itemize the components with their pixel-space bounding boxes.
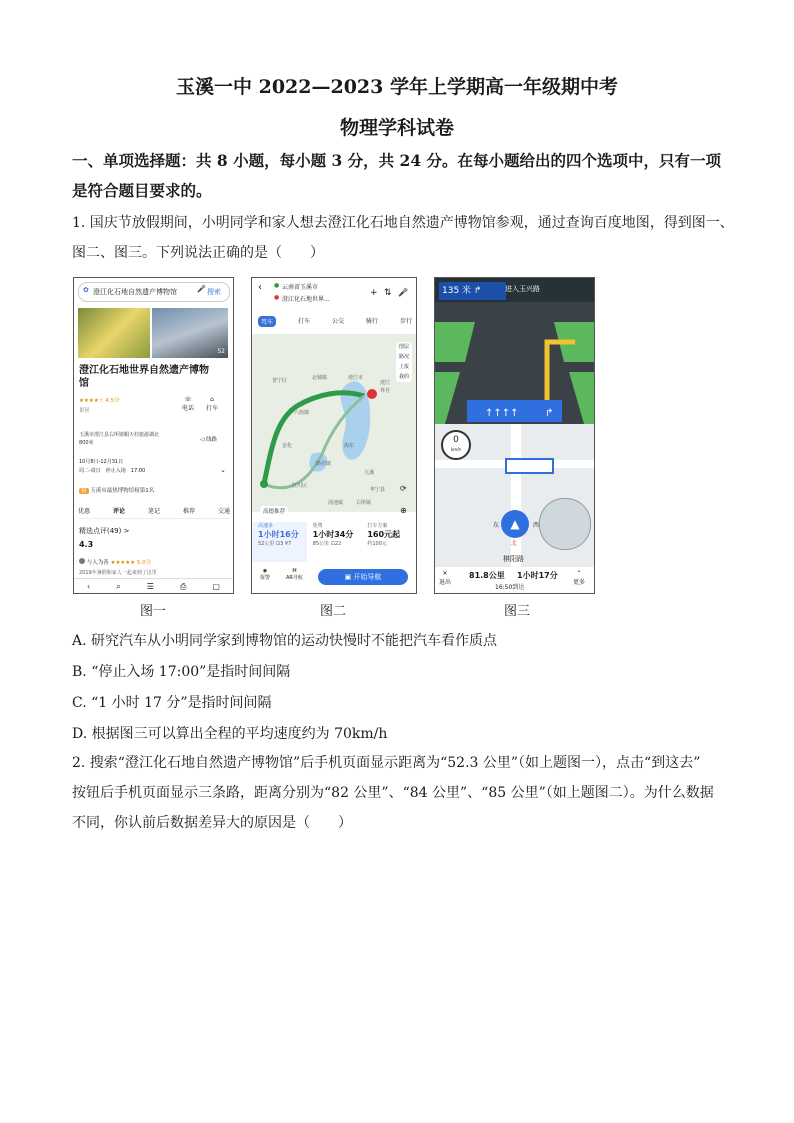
search-icon[interactable]: ⌕ [116,581,121,591]
route-label: 线路 [205,437,217,443]
street-name: 棋阳路 [503,555,524,563]
route-icon: ◁ [200,437,206,443]
add-icon[interactable]: + [370,288,378,298]
chevron-down-icon[interactable]: ⌄ [220,466,226,474]
recommend-tag: 高德推荐 [260,506,288,516]
to-location[interactable]: 澄江化石地世界... [282,296,330,303]
start-navigation-button[interactable] [318,569,408,585]
map-label: 安化 [282,443,293,449]
svg-text:↑↑↑↑: ↑↑↑↑ [485,408,519,419]
speedometer [441,430,471,460]
dir-east: 东 [493,522,500,529]
bottom-nav [74,578,233,594]
refresh-icon[interactable]: ⟳ [400,484,407,493]
mic-icon[interactable]: 🎤 [197,285,206,293]
svg-text:↱: ↱ [545,408,554,419]
map-label: 澄江 [380,380,391,386]
question-1-line1: 1. 国庆节放假期间，小明同学和家人想去澄江化石地自然遗产博物馆参观，通过查询百度地图，得到图一、 [72,215,734,231]
map-label: 北城镇 [312,375,328,381]
review-title[interactable]: 精选点评(49) > [79,527,130,535]
route-label: 高速多 [258,523,274,529]
report-button[interactable]: 上报 [398,364,409,370]
tab-taxi[interactable]: 打车 [297,318,310,325]
route-header [252,278,416,334]
exit-label: 退出 [439,579,452,586]
caption-figure-2: 图二 [320,604,347,619]
end-dot-icon: ● [274,294,280,301]
call-button[interactable] [182,396,194,412]
remaining-time: 1小时17分 [517,571,558,580]
open-dates: 10月8日-12月31日 [79,459,124,465]
rank-badge[interactable] [79,486,154,494]
route-label: 打车方案 [367,523,388,529]
alarm-button[interactable] [260,568,270,581]
start-nav-label: 开始导航 [353,573,382,581]
address: 玉溪市澄江县右所镇帽天村旅游湖北 [79,432,160,438]
search-text: 澄江化石地自然遗产博物馆 [93,288,177,296]
map-layer-controls [396,342,412,382]
share-icon[interactable]: ⎙ [179,581,187,591]
tab-discount[interactable]: 优惠 [78,508,91,515]
route-label: 免费 [312,523,323,529]
image-count: 52 [217,348,225,355]
taxi-label: 打车 [206,405,219,412]
caption-figure-1: 图一 [140,604,167,619]
museum-photo-building[interactable] [152,308,228,358]
car-position-icon: ▲ [501,510,529,538]
route-meta: 52公里 ⊡3 ¥7 [258,541,292,547]
section-heading-line1: 一、单项选择题：共 8 小题，每小题 3 分，共 24 分。在每小题给出的四个选项中，只有一项 [72,151,722,170]
ar-nav-button[interactable] [286,568,303,581]
traffic-button[interactable]: 路况 [398,354,409,360]
review-score: 4.3 [79,540,94,549]
taxi-button[interactable] [206,396,218,412]
junction-view [435,278,594,424]
route-meta: 85公里 ⊡22 [312,541,342,547]
nav-map[interactable] [435,424,594,567]
question-1-line2: 图二、图三。下列说法正确的是（ ） [72,245,324,261]
place-name [79,364,209,390]
remaining-distance: 81.8公里 [469,571,505,580]
more-button[interactable] [573,570,585,586]
mine-button[interactable]: 我的 [398,374,409,380]
map-label: 普宁区 [272,378,288,384]
tab-drive[interactable]: 驾车 [258,316,276,327]
rank-text: 玉溪市最热博物馆榜第1名 [90,488,155,494]
caption-figure-3: 图三 [504,604,531,619]
distance: 800米 [79,440,94,446]
section-heading [72,146,732,206]
alarm-icon: ◉ [262,568,268,574]
map-label: 海东 [344,443,355,449]
menu-icon[interactable]: ☰ [146,582,154,591]
arrival-time: 16:50到达 [495,584,525,591]
phone-icon: ☏ [184,396,192,403]
speed-unit: km/h [450,447,462,452]
option-c: C. “1 小时 17 分”是指时间间隔 [72,695,272,711]
question-2-line2: 按钮后手机页面显示三条路，距离分别为“82 公里”、“84 公里”、“85 公里”（如上题图二）。为什么数据 [72,785,714,801]
turn-arrow [505,458,554,474]
exam-title: 玉溪一中 2022—2023 学年上学期高一年级期中考 [176,76,618,98]
layer-button[interactable]: 图层 [398,344,409,350]
tab-bike[interactable]: 骑行 [365,318,378,325]
tab-notes[interactable]: 笔记 [147,508,160,515]
home-icon: ⌂ [210,396,214,403]
map-label: 澄江市 [348,375,364,381]
turn-right-icon: ↱ [473,286,482,296]
figure-1-phone-search [73,277,234,594]
hours-block [79,458,229,476]
tab-reviews[interactable]: 评论 [112,508,125,515]
turn-distance [439,282,506,300]
ar-icon: ⌘ [291,568,297,574]
car-icon: ▣ [344,573,354,581]
from-location[interactable]: 云南省玉溪市 [282,284,319,291]
route-button[interactable] [200,435,217,443]
mic-icon[interactable]: 🎤 [398,288,408,297]
option-b: B. “停止入场 17:00”是指时间间隔 [72,664,291,680]
question-2-line1: 2. 搜索“澄江化石地自然遗产博物馆”后手机页面显示距离为“52.3 公里”（如上题图一），点击“到这去” [72,755,701,771]
route-time: 160元起 [367,530,401,539]
next-road: 进入玉兴路 [505,285,540,293]
map-label: 界自 [380,388,391,394]
exam-subtitle: 物理学科试卷 [339,117,454,139]
rank-icon: 榜 [81,488,87,494]
route-bottom-bar [252,564,416,593]
back-icon[interactable]: ‹ [258,282,262,293]
section-heading-line2: 是符合题目要求的。 [72,181,212,200]
call-label: 电话 [182,405,195,412]
avatar [79,558,85,564]
option-a: A. 研究汽车从小明同学家到博物馆的运动快慢时不能把汽车看作质点 [72,633,498,649]
option-d: D. 根据图三可以算出全程的平均速度约为 70km/h [72,726,388,742]
tab-transport[interactable]: 交通 [217,508,230,515]
map-label: 华宁县 [370,487,386,493]
distance-value: 135 米 [442,286,472,296]
map-label: 路居镇 [316,461,332,467]
close-icon: ✕ [442,570,448,577]
travel-mode-tabs [258,316,412,327]
exit-button[interactable] [439,570,451,586]
route-option-2[interactable] [307,522,362,562]
open-hours: 周二-周日 停止入场 17:00 [79,468,146,474]
junction-illustration [435,302,594,424]
route-meta: 约100元 [367,541,387,547]
more-label: 更多 [573,579,586,586]
speed-value: 0 [453,435,459,445]
route-time: 1小时16分 [258,530,299,539]
question-2-line3: 不同，你认前后数据差异大的原因是（ ） [72,815,352,831]
route-option-1[interactable] [252,522,307,562]
reviewer-name: 与人为善 [86,560,109,566]
search-button[interactable]: 搜索 [207,288,221,296]
tab-recommend[interactable]: 推荐 [182,508,195,515]
figure-3-navigation [434,277,595,594]
route-time: 1小时34分 [312,530,354,539]
route-options [252,522,416,562]
map-label: 右所镇 [356,500,372,506]
rating: ★★★★☆ 4.5分 [79,398,120,404]
nav-bottom-bar [435,567,594,593]
category: 景区 [79,408,91,414]
search-bar[interactable] [78,282,230,302]
place-name-line1: 澄江化石地世界自然遗产博物 [79,365,209,376]
square-icon[interactable]: ▢ [212,582,220,591]
figure-2-route-planning [251,277,417,594]
paw-icon: ✿ [83,286,89,294]
start-dot-icon: ● [274,282,280,289]
detail-tabs [78,506,230,519]
alarm-label: 报警 [260,575,271,581]
map-label: 江川区 [292,483,308,489]
map-label: 六街镇 [294,410,310,416]
museum-photo-flowers[interactable] [78,308,150,358]
locate-icon[interactable]: ⊕ [400,506,407,515]
back-icon[interactable]: ‹ [87,582,91,591]
question-1 [72,208,742,268]
review-text: 2019年暑假和家人一起来到了这里 [79,570,157,576]
question-2 [72,748,742,838]
reviewer-row [79,558,151,566]
ar-label: AR导航 [286,575,303,581]
tab-walk[interactable]: 步行 [399,318,412,325]
map-labels [252,334,416,512]
place-name-line2: 馆 [79,378,89,389]
dir-north: 北 [511,540,518,547]
map-label: 汤池镇 [328,500,344,506]
address-block [79,431,189,447]
chevron-up-icon: ⌃ [576,570,582,577]
map-label: 九溪 [364,470,375,476]
route-option-3[interactable] [361,522,416,562]
dir-west: 西 [533,522,540,529]
reviewer-stars: ★★★★★ 5.0分 [110,560,152,566]
swap-icon[interactable]: ⇅ [384,288,392,298]
tab-bus[interactable]: 公交 [331,318,344,325]
overview-minimap[interactable] [539,498,591,550]
